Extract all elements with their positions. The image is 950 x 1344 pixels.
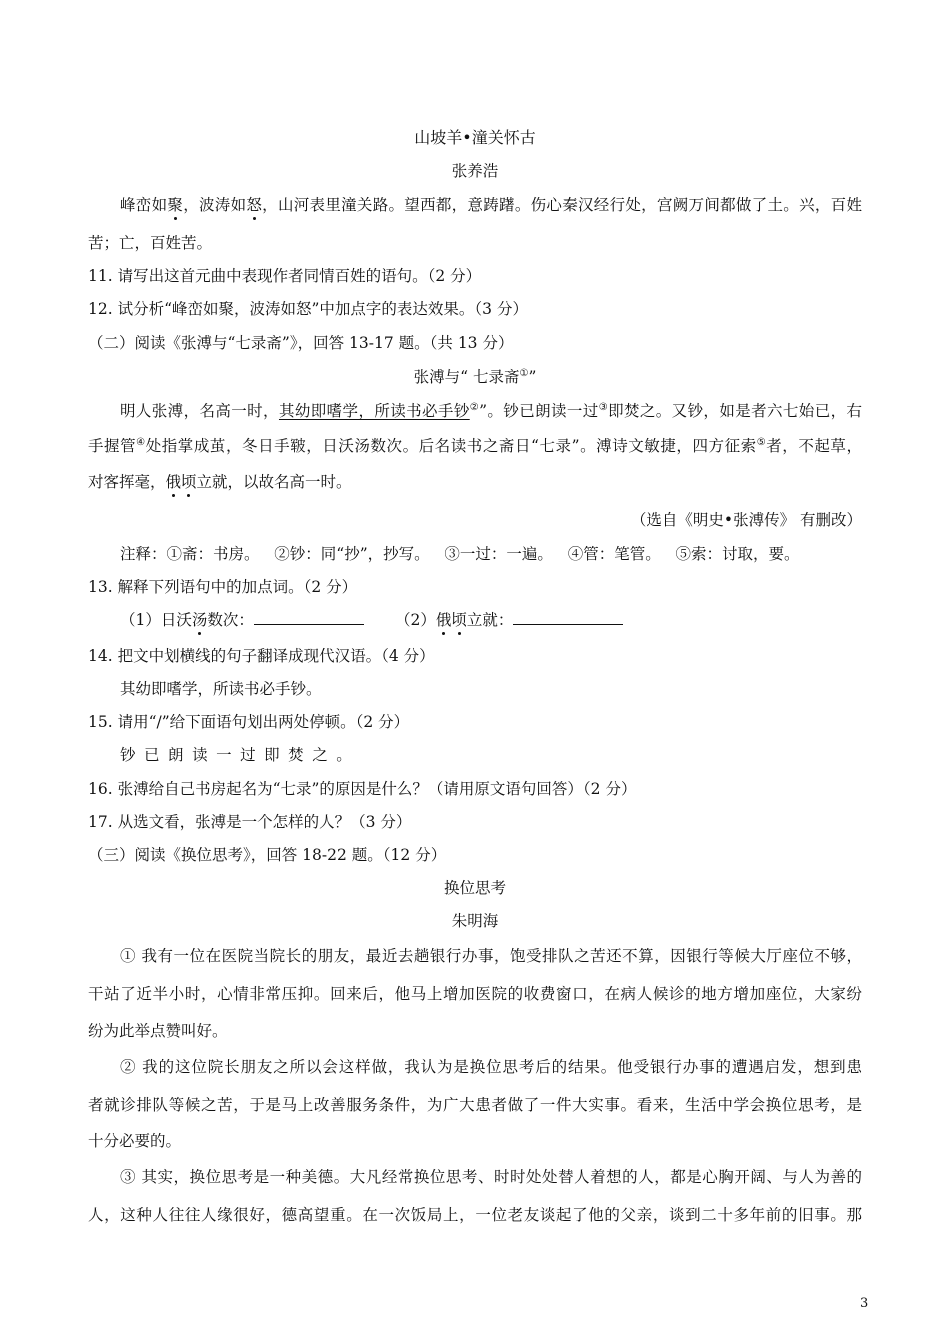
question-17: 17. 从选文看，张溥是一个怎样的人？（3 分） — [88, 813, 412, 831]
passage-3-p2-l3: 十分必要的。 — [88, 1132, 182, 1150]
passage-3-p1-l1: ① 我有一位在医院当院长的朋友，最近去趟银行办事，饱受排队之苦还不算，因银行等候大厅座位不够， — [120, 947, 862, 965]
passage-3-p2-l1: ② 我的这位院长朋友之所以会这样做，我认为是换位思考后的结果。他受银行办事的遭遇启发，想到患 — [120, 1058, 862, 1076]
question-15-sentence: 钞已朗读一过即焚之。 — [120, 746, 361, 764]
emphasis-dot-char: 俄 — [435, 611, 452, 629]
question-13-item-2: （2）俄顷立就： — [395, 610, 623, 630]
question-14: 14. 把文中划横线的句子翻译成现代汉语。（4 分） — [88, 647, 435, 665]
question-12: 12. 试分析“峰峦如聚，波涛如怒”中加点字的表达效果。（3 分） — [88, 300, 528, 318]
passage-3-author: 朱明海 — [451, 912, 499, 930]
passage-2-line-1: 明人张溥，名高一时，其幼即嗜学，所读书必手钞②”。钞已朗读一过③即焚之。又钞，如是者六七始已，右 — [120, 401, 862, 420]
passage-2-source: （选自《明史•张溥传》 有删改） — [630, 511, 862, 529]
section-3-header: （三）阅读《换位思考》，回答 18-22 题。（12 分） — [88, 846, 447, 864]
passage-3-title: 换位思考 — [443, 879, 506, 897]
question-14-sentence: 其幼即嗜学，所读书必手钞。 — [120, 680, 322, 698]
poem-author: 张养浩 — [451, 162, 499, 180]
emphasis-dot-char: 俄 — [165, 473, 182, 491]
question-13-item-1: （1）日沃汤数次： — [120, 610, 364, 630]
passage-2-line-2: 手握管④处指掌成茧，冬日手皲，日沃汤数次。后名读书之斋日“七录”。溥诗文敏捷，四方征索⑤者，不起草， — [88, 436, 862, 455]
underlined-sentence: 其幼即嗜学，所读书必手钞 — [278, 402, 470, 420]
poem-line-1: 峰峦如聚，波涛如怒，山河表里潼关路。望西都，意踌躇。伤心秦汉经行处，宫阙万间都做了土。兴，百姓 — [120, 196, 862, 214]
passage-3-p2-l2: 者就诊排队等候之苦，于是马上改善服务条件，为广大患者做了一件大实事。看来，生活中学会换位思考，是 — [88, 1096, 862, 1114]
question-11: 11. 请写出这首元曲中表现作者同情百姓的语句。（2 分） — [88, 267, 482, 285]
passage-2-title: 张溥与“ 七录斋①” — [413, 367, 537, 386]
page-number: 3 — [860, 1296, 869, 1311]
passage-2-notes: 注释：①斋：书房。 ②钞：同“抄”，抄写。 ③一过：一遍。 ④管：笔管。 ⑤索：讨取，要。 — [120, 545, 800, 563]
emphasis-dot-char: 聚 — [167, 196, 184, 214]
emphasis-dot-char: 汤 — [191, 611, 208, 629]
passage-3-p1-l3: 纷为此举点赞叫好。 — [88, 1022, 228, 1040]
emphasis-dot-char: 怒 — [246, 196, 263, 214]
question-16: 16. 张溥给自己书房起名为“七录”的原因是什么？（请用原文语句回答）（2 分） — [88, 780, 637, 798]
passage-3-p3-l2: 人，这种人往往人缘很好，德高望重。在一次饭局上，一位老友谈起了他的父亲，谈到二十多年前的旧事。那 — [88, 1206, 862, 1224]
question-15: 15. 请用“/”给下面语句划出两处停顿。（2 分） — [88, 713, 410, 731]
answer-blank[interactable] — [513, 610, 623, 625]
section-2-header: （二）阅读《张溥与“七录斋”》，回答 13-17 题。（共 13 分） — [88, 334, 514, 352]
emphasis-dot-char: 顷 — [181, 473, 197, 491]
passage-2-line-3: 对客挥毫，俄顷立就，以故名高一时。 — [88, 473, 352, 491]
question-13: 13. 解释下列语句中的加点词。（2 分） — [88, 578, 358, 596]
passage-3-p1-l2: 干站了近半小时，心情非常压抑。回来后，他马上增加医院的收费窗口，在病人候诊的地方增加座位，大家纷 — [88, 985, 862, 1003]
emphasis-dot-char: 顷 — [451, 611, 467, 629]
answer-blank[interactable] — [254, 610, 364, 625]
poem-line-2: 苦；亡，百姓苦。 — [88, 234, 213, 252]
passage-3-p3-l1: ③ 其实，换位思考是一种美德。大凡经常换位思考、时时处处替人着想的人，都是心胸开阔、与人为善的 — [120, 1168, 862, 1186]
poem-title: 山坡羊•潼关怀古 — [414, 128, 536, 147]
